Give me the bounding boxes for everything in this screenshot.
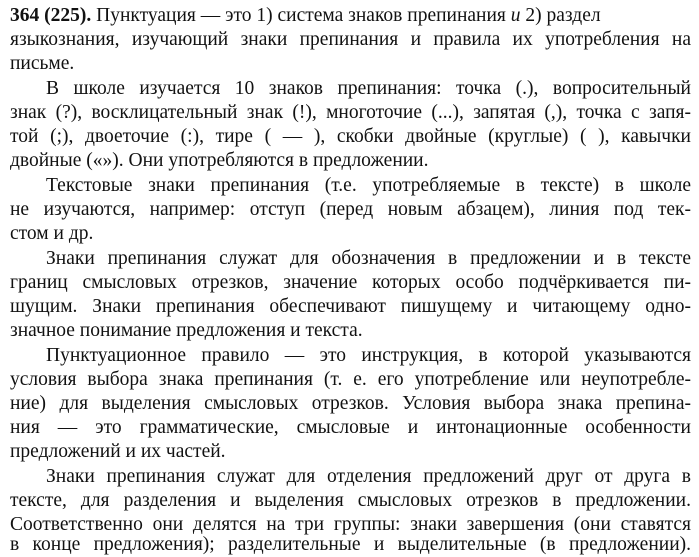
paragraph-line: в конце предложения); разделительные и выделительные (в предложении).: [10, 534, 691, 555]
paragraph-line: границ смысловых отрезков, значение которых особо подчёркивается пи-: [10, 272, 691, 293]
paragraph-line: ние) для выделения смысловых отрезков. Условия выбора знака препина-: [10, 393, 691, 414]
exercise-line: языкознания, изучающий знаки препинания и правила их употребления на: [10, 29, 691, 50]
paragraph-line: Пунктуационное правило — это инструкция, в которой указываются: [46, 345, 691, 366]
exercise-text-part1: Пунктуация — это 1) система знаков препинания: [96, 5, 506, 26]
paragraph-line: значное понимание предложения и текста.: [10, 320, 363, 341]
paragraph-line: двойные («»). Они употребляются в предложении.: [10, 150, 429, 171]
paragraph-line: предложений и их частей.: [10, 441, 226, 462]
paragraph-line: Текстовые знаки препинания (т.е. употребляемые в тексте) в школе: [46, 175, 691, 196]
paragraph-line: условия выбора знака препинания (т. е. его употребление или неупотребле-: [10, 369, 691, 390]
paragraph-line: стом и др.: [10, 223, 94, 244]
paragraph-line: тексте, для разделения и выделения смысловых отрезков в предложении.: [10, 490, 691, 511]
paragraph-line: не изучаются, например: отступ (перед новым абзацем), линия под тек-: [10, 199, 691, 220]
paragraph-line: Знаки препинания служат для отделения предложений друг от друга в: [46, 466, 691, 487]
paragraph-line: той (;), двоеточие (:), тире ( — ), скобки двойные (круглые) ( ), кавычки: [10, 126, 691, 147]
exercise-line: письме.: [10, 53, 75, 74]
paragraph-line: В школе изучается 10 знаков препинания: точка (.), вопросительный: [46, 78, 691, 99]
exercise-first-line: [10, 4, 691, 28]
paragraph-line: ния — это грамматические, смысловые и интонационные особенности: [10, 417, 691, 438]
exercise-conjunction: и: [510, 5, 521, 26]
exercise-number: 364 (225).: [10, 5, 92, 26]
exercise-text-part2: 2) раздел: [525, 5, 601, 26]
paragraph-line: шущим. Знаки препинания обеспечивают пишущему и читающему одно-: [10, 296, 691, 317]
paragraph-line: Знаки препинания служат для обозначения в предложении и в тексте: [46, 248, 691, 269]
paragraph-line: Соответственно они делятся на три группы: знаки завершения (они ставятся: [10, 514, 691, 535]
paragraph-line: знак (?), восклицательный знак (!), многоточие (...), запятая (,), точка с запя-: [10, 102, 691, 123]
